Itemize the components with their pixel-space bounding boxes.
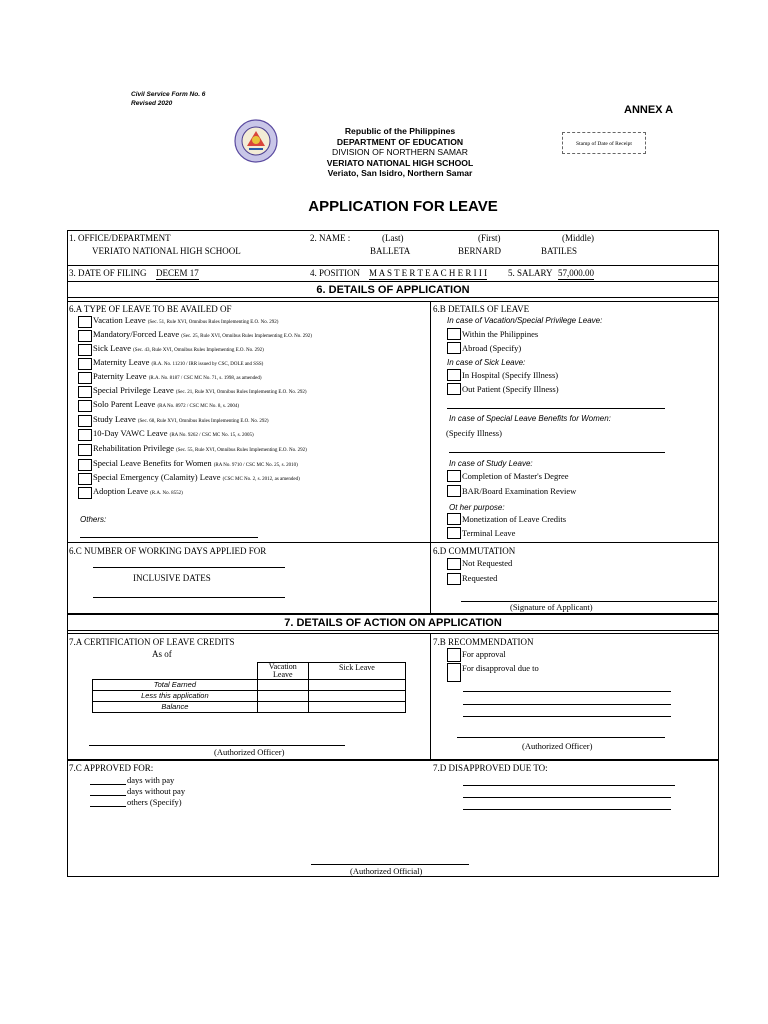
sick-heading: In case of Sick Leave: xyxy=(447,358,526,367)
bar-review-checkbox[interactable] xyxy=(447,485,461,497)
women-heading: In case of Special Leave Benefits for Women: xyxy=(449,414,611,423)
leave-type-reference: (R.A. No. 8552) xyxy=(150,491,183,496)
divider xyxy=(430,633,431,760)
divider xyxy=(67,281,719,282)
leave-type-name: Solo Parent Leave xyxy=(93,399,156,409)
monetization-checkbox[interactable] xyxy=(447,513,461,525)
divider xyxy=(67,542,719,543)
reason-line xyxy=(463,716,671,717)
inclusive-dates-label: INCLUSIVE DATES xyxy=(133,573,211,583)
row-balance: Balance xyxy=(93,702,258,713)
not-requested-checkbox[interactable] xyxy=(447,558,461,570)
signature-label: (Signature of Applicant) xyxy=(510,602,593,612)
leave-type-reference: (R.A. No. 8187 / CSC MC No. 71, s. 1998, as amended) xyxy=(148,376,262,381)
division-line: DIVISION OF NORTHERN SAMAR xyxy=(332,147,468,157)
last-name-label: (Last) xyxy=(382,233,404,243)
leave-type-checkbox[interactable] xyxy=(78,444,92,456)
leave-type-name: Special Leave Benefits for Women xyxy=(93,458,212,468)
requested-label: Requested xyxy=(462,573,498,583)
table-row xyxy=(93,691,406,702)
sick-total-earned-cell[interactable] xyxy=(308,680,405,691)
row-total-earned: Total Earned xyxy=(93,680,258,691)
divider xyxy=(67,297,719,298)
for-disapproval-label: For disapproval due to xyxy=(462,663,539,673)
leave-type-reference: (RA No. 8972 / CSC MC No. 8, s. 2004) xyxy=(157,404,239,409)
s7b-title: 7.B RECOMMENDATION xyxy=(433,637,534,647)
office-label: 1. OFFICE/DEPARTMENT xyxy=(69,233,171,243)
illness-line xyxy=(447,408,665,409)
others-line xyxy=(80,537,258,538)
leave-type-label xyxy=(93,399,239,412)
deped-seal-icon xyxy=(234,119,278,163)
form-revision-line: Revised 2020 xyxy=(131,100,173,107)
leave-type-name: Special Privilege Leave xyxy=(93,385,174,395)
section-6-title: 6. DETAILS OF APPLICATION xyxy=(316,284,470,296)
leave-type-checkbox[interactable] xyxy=(78,459,92,471)
leave-type-name: Mandatory/Forced Leave xyxy=(93,329,180,339)
not-requested-label: Not Requested xyxy=(462,558,513,568)
annex-label: ANNEX A xyxy=(624,104,674,116)
leave-type-checkbox[interactable] xyxy=(78,316,92,328)
divider xyxy=(67,301,719,302)
masters-degree-label: Completion of Master's Degree xyxy=(462,471,569,481)
leave-type-label xyxy=(93,472,300,485)
within-philippines-label: Within the Philippines xyxy=(462,329,539,339)
leave-type-name: Sick Leave xyxy=(93,343,131,353)
divider xyxy=(430,301,431,614)
form-number xyxy=(131,90,205,108)
leave-type-label xyxy=(93,343,264,356)
divider xyxy=(67,633,719,634)
others-label: Others: xyxy=(80,515,107,524)
form-number-line: Civil Service Form No. 6 xyxy=(131,91,206,98)
inclusive-dates-line xyxy=(93,597,285,598)
middle-name-value: BATILES xyxy=(541,246,577,256)
monetization-label: Monetization of Leave Credits xyxy=(462,514,567,524)
sick-balance-cell[interactable] xyxy=(308,702,405,713)
page-title: APPLICATION FOR LEAVE xyxy=(308,198,498,215)
leave-type-checkbox[interactable] xyxy=(78,358,92,370)
salary-value: 57,000.00 xyxy=(558,268,594,278)
within-philippines-checkbox[interactable] xyxy=(447,328,461,340)
others-specify-label: others (Specify) xyxy=(127,797,182,807)
divider xyxy=(67,630,719,631)
leave-type-label xyxy=(93,329,312,342)
leave-type-label xyxy=(93,371,261,384)
vacation-total-earned-cell[interactable] xyxy=(257,680,308,691)
abroad-label: Abroad (Specify) xyxy=(462,343,522,353)
leave-type-name: Adoption Leave xyxy=(93,486,148,496)
disapproved-reason-line xyxy=(463,785,675,786)
s7a-title: 7.A CERTIFICATION OF LEAVE CREDITS xyxy=(69,637,235,647)
leave-type-label xyxy=(93,385,307,398)
table-row xyxy=(93,702,406,713)
leave-type-name: Rehabilitation Privilege xyxy=(93,443,174,453)
leave-type-label xyxy=(93,315,278,328)
last-name-value: BALLETA xyxy=(370,246,411,256)
leave-type-reference: (Sec. 21, Rule XVI, Omnibus Rules Implementing E.O. No. 292) xyxy=(175,390,307,395)
reason-line xyxy=(463,691,671,692)
authorized-officer-label: (Authorized Officer) xyxy=(214,747,285,757)
masters-degree-checkbox[interactable] xyxy=(447,470,461,482)
leave-type-label xyxy=(93,458,298,471)
republic-line: Republic of the Philippines xyxy=(344,126,456,136)
row-less-application: Less this application xyxy=(93,691,258,702)
leave-type-reference: (CSC MC No. 2, s. 2012, as amended) xyxy=(222,477,300,482)
leave-type-reference: (Sec. 68, Rule XVI, Omnibus Rules Implementing E.O. No. 292) xyxy=(137,419,269,424)
first-name-value: BERNARD xyxy=(458,246,502,256)
as-of-label: As of xyxy=(152,649,172,659)
out-patient-label: Out Patient (Specify Illness) xyxy=(462,384,559,394)
disapproved-reason-line xyxy=(463,809,671,810)
leave-type-reference: (Sec. 51, Rule XVI, Omnibus Rules Implementing E.O. No. 292) xyxy=(147,320,279,325)
address-line: Veriato, San Isidro, Northern Samar xyxy=(327,168,473,178)
s6a-title: 6.A TYPE OF LEAVE TO BE AVAILED OF xyxy=(69,304,232,314)
leave-type-reference: (Sec. 25, Rule XVI, Omnibus Rules Implementing E.O. No. 292) xyxy=(181,334,312,339)
for-approval-label: For approval xyxy=(462,649,506,659)
leave-type-reference: (RA No. 9262 / CSC MC No. 15, s. 2005) xyxy=(169,433,254,438)
leave-type-reference: (R.A. No. 11210 / IRR issued by CSC, DOLE and SSS) xyxy=(151,362,264,367)
for-approval-checkbox[interactable] xyxy=(447,648,461,662)
leave-type-label xyxy=(93,414,269,427)
agency-header xyxy=(300,126,500,179)
leave-type-reference: (RA No. 9710 / CSC MC No. 25, s. 2010) xyxy=(213,463,298,468)
col-sick-leave: Sick Leave xyxy=(308,663,405,680)
sick-less-cell[interactable] xyxy=(308,691,405,702)
without-pay-line xyxy=(90,795,126,796)
study-heading: In case of Study Leave: xyxy=(449,459,533,468)
stamp-label: Stamp of Date of Receipt xyxy=(576,141,632,147)
terminal-leave-checkbox[interactable] xyxy=(447,527,461,539)
disapproved-reason-line xyxy=(463,797,671,798)
women-illness-line xyxy=(449,452,665,453)
leave-type-name: 10-Day VAWC Leave xyxy=(93,428,168,438)
filing-date-label: 3. DATE OF FILING xyxy=(69,268,147,278)
leave-type-label xyxy=(93,357,263,370)
position-label: 4. POSITION xyxy=(310,268,361,278)
recommending-officer-label: (Authorized Officer) xyxy=(522,741,593,751)
vacation-less-cell[interactable] xyxy=(257,691,308,702)
vacation-balance-cell[interactable] xyxy=(257,702,308,713)
s6d-title: 6.D COMMUTATION xyxy=(433,546,516,556)
col-vacation-leave: Vacation Leave xyxy=(257,663,308,680)
out-patient-checkbox[interactable] xyxy=(447,383,461,395)
in-hospital-checkbox[interactable] xyxy=(447,369,461,381)
leave-type-checkbox[interactable] xyxy=(78,415,92,427)
table-row xyxy=(93,680,406,691)
other-purpose-heading: Ot her purpose: xyxy=(449,503,505,512)
reason-line xyxy=(463,704,671,705)
terminal-leave-label: Terminal Leave xyxy=(462,528,516,538)
leave-type-name: Study Leave xyxy=(93,414,136,424)
recommending-officer-line xyxy=(457,737,665,738)
department-line: DEPARTMENT OF EDUCATION xyxy=(336,136,464,147)
leave-type-checkbox[interactable] xyxy=(78,330,92,342)
name-label: 2. NAME : xyxy=(310,233,351,243)
s7c-title: 7.C APPROVED FOR: xyxy=(69,763,154,773)
vacation-heading: In case of Vacation/Special Privilege Leave: xyxy=(447,316,603,325)
leave-type-name: Maternity Leave xyxy=(93,357,150,367)
abroad-checkbox[interactable] xyxy=(447,342,461,354)
leave-type-label xyxy=(93,428,254,441)
leave-type-label xyxy=(93,486,183,499)
authorized-official-line xyxy=(311,864,469,865)
leave-type-reference: (Sec. 43, Rule XVI, Omnibus Rules Implementing E.O. No. 292) xyxy=(133,348,264,353)
leave-credits-table xyxy=(92,662,406,713)
leave-type-name: Vacation Leave xyxy=(93,315,146,325)
section-7-title: 7. DETAILS OF ACTION ON APPLICATION xyxy=(284,617,502,629)
leave-type-checkbox[interactable] xyxy=(78,344,92,356)
first-name-label: (First) xyxy=(478,233,501,243)
leave-type-reference: (Sec. 55, Rule XVI, Omnibus Rules Implementing E.O. No. 292) xyxy=(176,448,307,453)
filing-date-value: DECEM 17 xyxy=(156,268,199,278)
with-pay-line xyxy=(90,784,126,785)
leave-type-label xyxy=(93,443,307,456)
stamp-box xyxy=(562,132,646,154)
authorized-officer-line xyxy=(89,745,345,746)
requested-checkbox[interactable] xyxy=(447,573,461,585)
for-disapproval-checkbox[interactable] xyxy=(447,663,461,682)
leave-type-checkbox[interactable] xyxy=(78,473,92,485)
bar-review-label: BAR/Board Examination Review xyxy=(462,486,577,496)
working-days-line xyxy=(93,567,285,568)
salary-label: 5. SALARY xyxy=(508,268,553,278)
authorized-official-label: (Authorized Official) xyxy=(350,866,423,876)
specify-illness-label: (Specify Illness) xyxy=(446,428,502,438)
leave-type-checkbox[interactable] xyxy=(78,429,92,441)
leave-type-checkbox[interactable] xyxy=(78,400,92,412)
s6b-title: 6.B DETAILS OF LEAVE xyxy=(433,304,530,314)
position-value: M A S T E R T E A C H E R I I I xyxy=(369,268,488,278)
leave-type-checkbox[interactable] xyxy=(78,487,92,499)
middle-name-label: (Middle) xyxy=(562,233,594,243)
leave-type-checkbox[interactable] xyxy=(78,386,92,398)
leave-type-checkbox[interactable] xyxy=(78,372,92,384)
divider xyxy=(67,265,719,266)
s7d-title: 7.D DISAPPROVED DUE TO: xyxy=(433,763,548,773)
school-line: VERIATO NATIONAL HIGH SCHOOL xyxy=(326,157,474,168)
leave-type-name: Paternity Leave xyxy=(93,371,147,381)
office-value: VERIATO NATIONAL HIGH SCHOOL xyxy=(92,246,241,256)
leave-type-name: Special Emergency (Calamity) Leave xyxy=(93,472,221,482)
s6c-title: 6.C NUMBER OF WORKING DAYS APPLIED FOR xyxy=(69,546,267,556)
others-specify-line xyxy=(90,806,126,807)
in-hospital-label: In Hospital (Specify Illness) xyxy=(462,370,559,380)
with-pay-label: days with pay xyxy=(127,775,175,785)
without-pay-label: days without pay xyxy=(127,786,186,796)
